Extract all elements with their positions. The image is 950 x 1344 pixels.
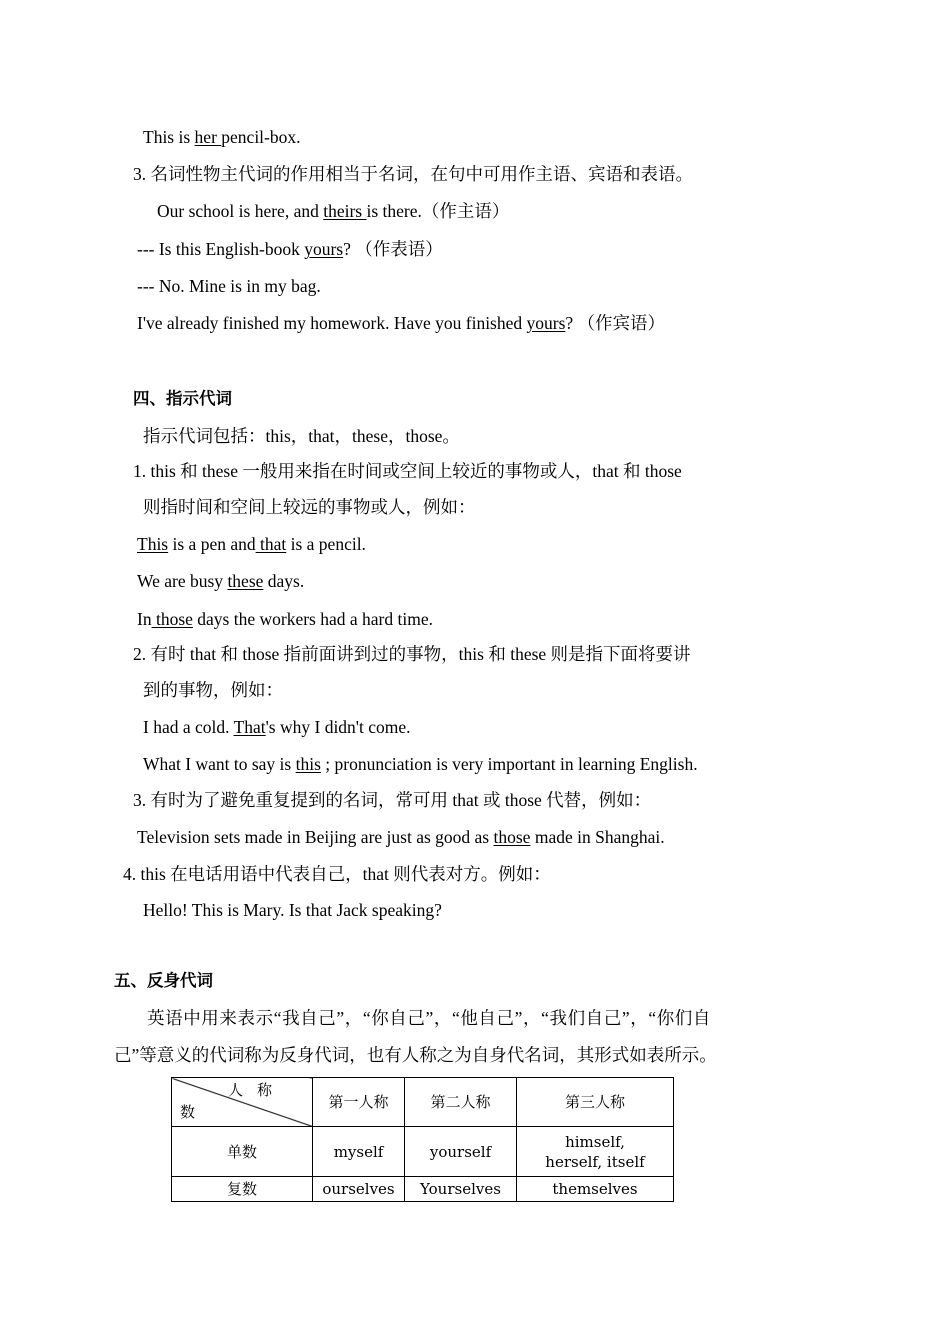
example-line: Hello! This is Mary. Is that Jack speaking? <box>143 900 442 920</box>
table-cell: themselves <box>517 1177 674 1202</box>
example-line: --- Is this English-book yours? （作表语） <box>137 239 443 259</box>
rule-2: 2. 有时 that 和 those 指前面讲到过的事物，this 和 these 则是指下面将要讲 <box>133 644 691 664</box>
table-header: 第一人称 <box>313 1078 405 1127</box>
reflexive-pronoun-table <box>171 1077 674 1202</box>
corner-label-number: 数 <box>180 1103 196 1121</box>
example-line: I had a cold. That's why I didn't come. <box>143 717 411 737</box>
corner-label-person: 人称 <box>227 1081 286 1099</box>
rule-1: 1. this 和 these 一般用来指在时间或空间上较近的事物或人，that 和 those <box>133 461 682 481</box>
row-label: 单数 <box>172 1127 313 1177</box>
rule-4: 4. this 在电话用语中代表自己，that 则代表对方。例如： <box>123 864 551 884</box>
paragraph: 英语中用来表示“我自己”，“你自己”，“他自己”，“我们自己”，“你们自 <box>147 1008 712 1028</box>
example-line: In those days the workers had a hard time. <box>137 609 433 629</box>
example-line: We are busy these days. <box>137 571 305 591</box>
table-header-row <box>172 1078 674 1127</box>
table-header: 第三人称 <box>517 1078 674 1127</box>
table-cell: Yourselves <box>405 1177 517 1202</box>
table-cell: himself, herself, itself <box>517 1127 674 1177</box>
section-heading-reflexive: 五、反身代词 <box>114 971 213 990</box>
paragraph: 指示代词包括：this，that，these，those。 <box>143 426 460 446</box>
rule-3: 3. 名词性物主代词的作用相当于名词，在句中可用作主语、宾语和表语。 <box>133 164 693 184</box>
rule-3b: 3. 有时为了避免重复提到的名词，常可用 that 或 those 代替，例如： <box>133 790 652 810</box>
table-cell: yourself <box>405 1127 517 1177</box>
table-cell: myself <box>313 1127 405 1177</box>
rule-2-cont: 到的事物，例如： <box>143 680 283 700</box>
example-line: Our school is here, and theirs is there.（作主语） <box>157 201 510 221</box>
example-line: --- No. Mine is in my bag. <box>137 276 321 296</box>
table-row <box>172 1177 674 1202</box>
example-line: This is her pencil-box. <box>143 127 301 147</box>
table-cell: ourselves <box>313 1177 405 1202</box>
paragraph: 己”等意义的代词称为反身代词，也有人称之为自身代名词，其形式如表所示。 <box>114 1045 717 1065</box>
example-line: What I want to say is this ; pronunciation is very important in learning English. <box>143 754 698 774</box>
example-line: I've already finished my homework. Have you finished yours? （作宾语） <box>137 313 666 333</box>
rule-1-cont: 则指时间和空间上较远的事物或人，例如： <box>143 497 476 517</box>
table-row <box>172 1127 674 1177</box>
table-corner-cell <box>172 1078 313 1127</box>
row-label: 复数 <box>172 1177 313 1202</box>
section-heading-demonstrative: 四、指示代词 <box>133 389 232 408</box>
example-line: This is a pen and that is a pencil. <box>137 534 366 554</box>
table-header: 第二人称 <box>405 1078 517 1127</box>
example-line: Television sets made in Beijing are just as good as those made in Shanghai. <box>137 827 665 847</box>
